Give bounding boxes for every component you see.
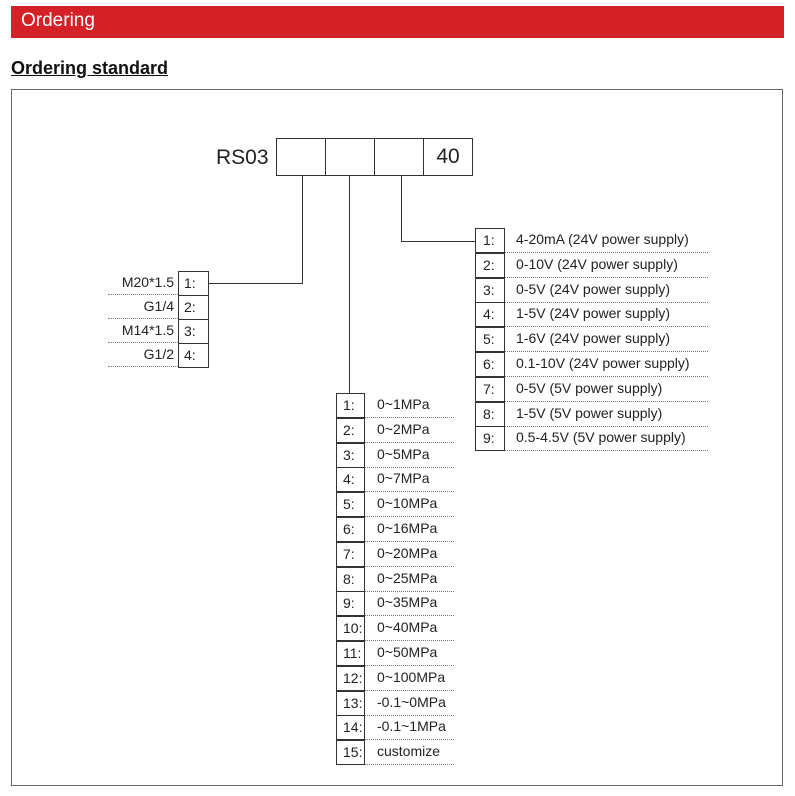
thread-option-label: M20*1.5 xyxy=(121,274,174,290)
range-option-label: 0~2MPa xyxy=(377,421,430,437)
code-box-range xyxy=(325,138,375,176)
thread-option-number: 1: xyxy=(178,271,209,296)
range-option-label: -0.1~1MPa xyxy=(377,718,446,734)
range-option-label: 0~50MPa xyxy=(377,644,438,660)
range-option-label: 0~16MPa xyxy=(377,520,438,536)
output-option-number: 3: xyxy=(475,278,505,303)
connector-output-horizontal xyxy=(401,241,475,242)
connector-output-vertical xyxy=(401,176,402,242)
thread-option-number: 4: xyxy=(178,343,209,368)
range-option-number: 8: xyxy=(336,567,365,592)
range-option-number: 13: xyxy=(336,691,365,716)
range-option-label: 0~35MPa xyxy=(377,594,438,610)
output-option-label: 0-5V (5V power supply) xyxy=(516,380,663,396)
output-option-label: 1-5V (5V power supply) xyxy=(516,405,663,421)
thread-option-label: M14*1.5 xyxy=(121,322,174,338)
range-option-number: 7: xyxy=(336,542,365,567)
range-option-label: 0~1MPa xyxy=(377,396,430,412)
range-option-number: 3: xyxy=(336,443,365,468)
thread-option-number: 3: xyxy=(178,319,209,344)
range-option-label: 0~10MPa xyxy=(377,495,438,511)
range-option-label: 0~100MPa xyxy=(377,669,446,685)
output-option-label: 0.1-10V (24V power supply) xyxy=(516,355,690,371)
range-option-number: 15: xyxy=(336,740,365,765)
output-option-number: 1: xyxy=(475,228,505,253)
range-option-number: 2: xyxy=(336,418,365,443)
thread-option-number: 2: xyxy=(178,295,209,320)
range-option-number: 5: xyxy=(336,492,365,517)
output-option-label: 0.5-4.5V (5V power supply) xyxy=(516,429,686,445)
code-box-suffix: 40 xyxy=(423,138,473,176)
range-option-label: 0~7MPa xyxy=(377,470,430,486)
output-option-label: 1-6V (24V power supply) xyxy=(516,330,671,346)
range-option-number: 6: xyxy=(336,517,365,542)
range-option-number: 14: xyxy=(336,715,365,740)
code-box-thread xyxy=(276,138,326,176)
connector-thread-horizontal xyxy=(208,283,303,284)
output-option-label: 0-10V (24V power supply) xyxy=(516,256,678,272)
thread-option-divider xyxy=(108,366,178,367)
output-option-number: 2: xyxy=(475,253,505,278)
output-option-number: 6: xyxy=(475,352,505,377)
code-box-output xyxy=(374,138,424,176)
output-option-label: 4-20mA (24V power supply) xyxy=(516,231,689,247)
range-option-label: customize xyxy=(377,743,441,759)
range-option-number: 11: xyxy=(336,641,365,666)
thread-option-label: G1/2 xyxy=(143,346,174,362)
range-option-number: 12: xyxy=(336,666,365,691)
model-prefix: RS03 xyxy=(216,146,269,169)
output-option-divider xyxy=(505,450,708,451)
connector-thread-vertical xyxy=(302,176,303,284)
output-option-label: 1-5V (24V power supply) xyxy=(516,305,671,321)
output-option-number: 5: xyxy=(475,327,505,352)
range-option-label: 0~25MPa xyxy=(377,570,438,586)
range-option-divider xyxy=(365,764,454,765)
range-option-number: 10: xyxy=(336,616,365,641)
section-banner xyxy=(11,6,784,38)
output-option-number: 7: xyxy=(475,377,505,402)
thread-option-label: G1/4 xyxy=(143,298,174,314)
banner-title: Ordering xyxy=(21,10,95,31)
range-option-label: 0~5MPa xyxy=(377,446,430,462)
range-option-number: 9: xyxy=(336,591,365,616)
range-option-number: 1: xyxy=(336,393,365,418)
output-option-label: 0-5V (24V power supply) xyxy=(516,281,671,297)
range-option-label: -0.1~0MPa xyxy=(377,694,446,710)
range-option-number: 4: xyxy=(336,467,365,492)
output-option-number: 8: xyxy=(475,402,505,427)
connector-range-vertical xyxy=(349,176,350,395)
output-option-number: 9: xyxy=(475,426,505,451)
output-option-number: 4: xyxy=(475,302,505,327)
section-heading: Ordering standard xyxy=(11,58,169,78)
range-option-label: 0~20MPa xyxy=(377,545,438,561)
range-option-label: 0~40MPa xyxy=(377,619,438,635)
